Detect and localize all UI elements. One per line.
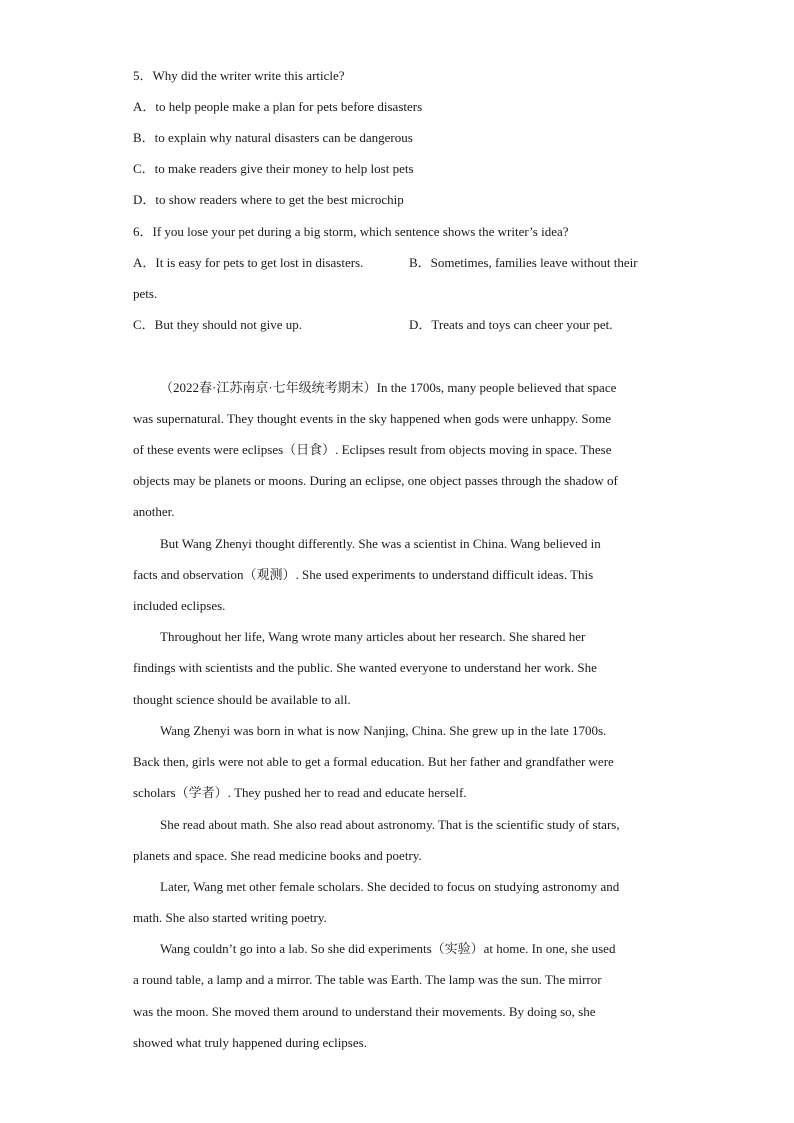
- passage-line: scholars（学者）. They pushed her to read and educate herself.: [133, 785, 467, 800]
- passage-line: She read about math. She also read about astronomy. That is the scientific study of stars,: [160, 817, 620, 832]
- passage-line: facts and observation（观测）. She used experiments to understand difficult ideas. This: [133, 567, 594, 582]
- passage-line: Wang Zhenyi was born in what is now Nanjing, China. She grew up in the late 1700s.: [160, 723, 607, 738]
- passage-line: Back then, girls were not able to get a formal education. But her father and grandfather were: [133, 754, 614, 769]
- passage-line: Later, Wang met other female scholars. She decided to focus on studying astronomy and: [160, 879, 620, 894]
- question-6-option-b-continued: pets.: [133, 286, 158, 301]
- question-5-stem: 5．Why did the writer write this article?: [133, 68, 345, 83]
- passage-line: of these events were eclipses（日食）. Eclipses result from objects moving in space. These: [133, 442, 612, 457]
- question-5-option-c: C．to make readers give their money to help lost pets: [133, 161, 414, 176]
- passage-line: another.: [133, 504, 175, 519]
- passage-line: math. She also started writing poetry.: [133, 910, 327, 925]
- passage-line: included eclipses.: [133, 598, 226, 613]
- passage-line: planets and space. She read medicine books and poetry.: [133, 848, 422, 863]
- question-5-option-b: B．to explain why natural disasters can be dangerous: [133, 130, 413, 145]
- passage-line: thought science should be available to all.: [133, 692, 351, 707]
- question-6-option-a: A．It is easy for pets to get lost in disasters.: [133, 255, 364, 270]
- question-6-stem: 6．If you lose your pet during a big storm, which sentence shows the writer’s idea?: [133, 224, 569, 239]
- passage-line: objects may be planets or moons. During an eclipse, one object passes through the shadow of: [133, 473, 618, 488]
- question-6-option-c: C．But they should not give up.: [133, 317, 303, 332]
- passage-source-line: （2022春·江苏南京·七年级统考期末）In the 1700s, many people believed that space: [160, 380, 617, 395]
- passage-line: Throughout her life, Wang wrote many articles about her research. She shared her: [160, 629, 586, 644]
- question-6-option-d: D．Treats and toys can cheer your pet.: [409, 317, 613, 332]
- passage-line: Wang couldn’t go into a lab. So she did experiments（实验）at home. In one, she used: [160, 941, 616, 956]
- passage-line: findings with scientists and the public. She wanted everyone to understand her work. She: [133, 660, 597, 675]
- question-5-option-a: A．to help people make a plan for pets before disasters: [133, 99, 423, 114]
- passage-line: was supernatural. They thought events in the sky happened when gods were unhappy. Some: [133, 411, 612, 426]
- question-5-option-d: D．to show readers where to get the best microchip: [133, 192, 404, 207]
- passage-line: showed what truly happened during eclipses.: [133, 1035, 367, 1050]
- passage-line: But Wang Zhenyi thought differently. She was a scientist in China. Wang believed in: [160, 536, 601, 551]
- question-6-option-b: B．Sometimes, families leave without their: [409, 255, 638, 270]
- passage-line: a round table, a lamp and a mirror. The table was Earth. The lamp was the sun. The mirror: [133, 972, 602, 987]
- passage-line: was the moon. She moved them around to understand their movements. By doing so, she: [133, 1004, 596, 1019]
